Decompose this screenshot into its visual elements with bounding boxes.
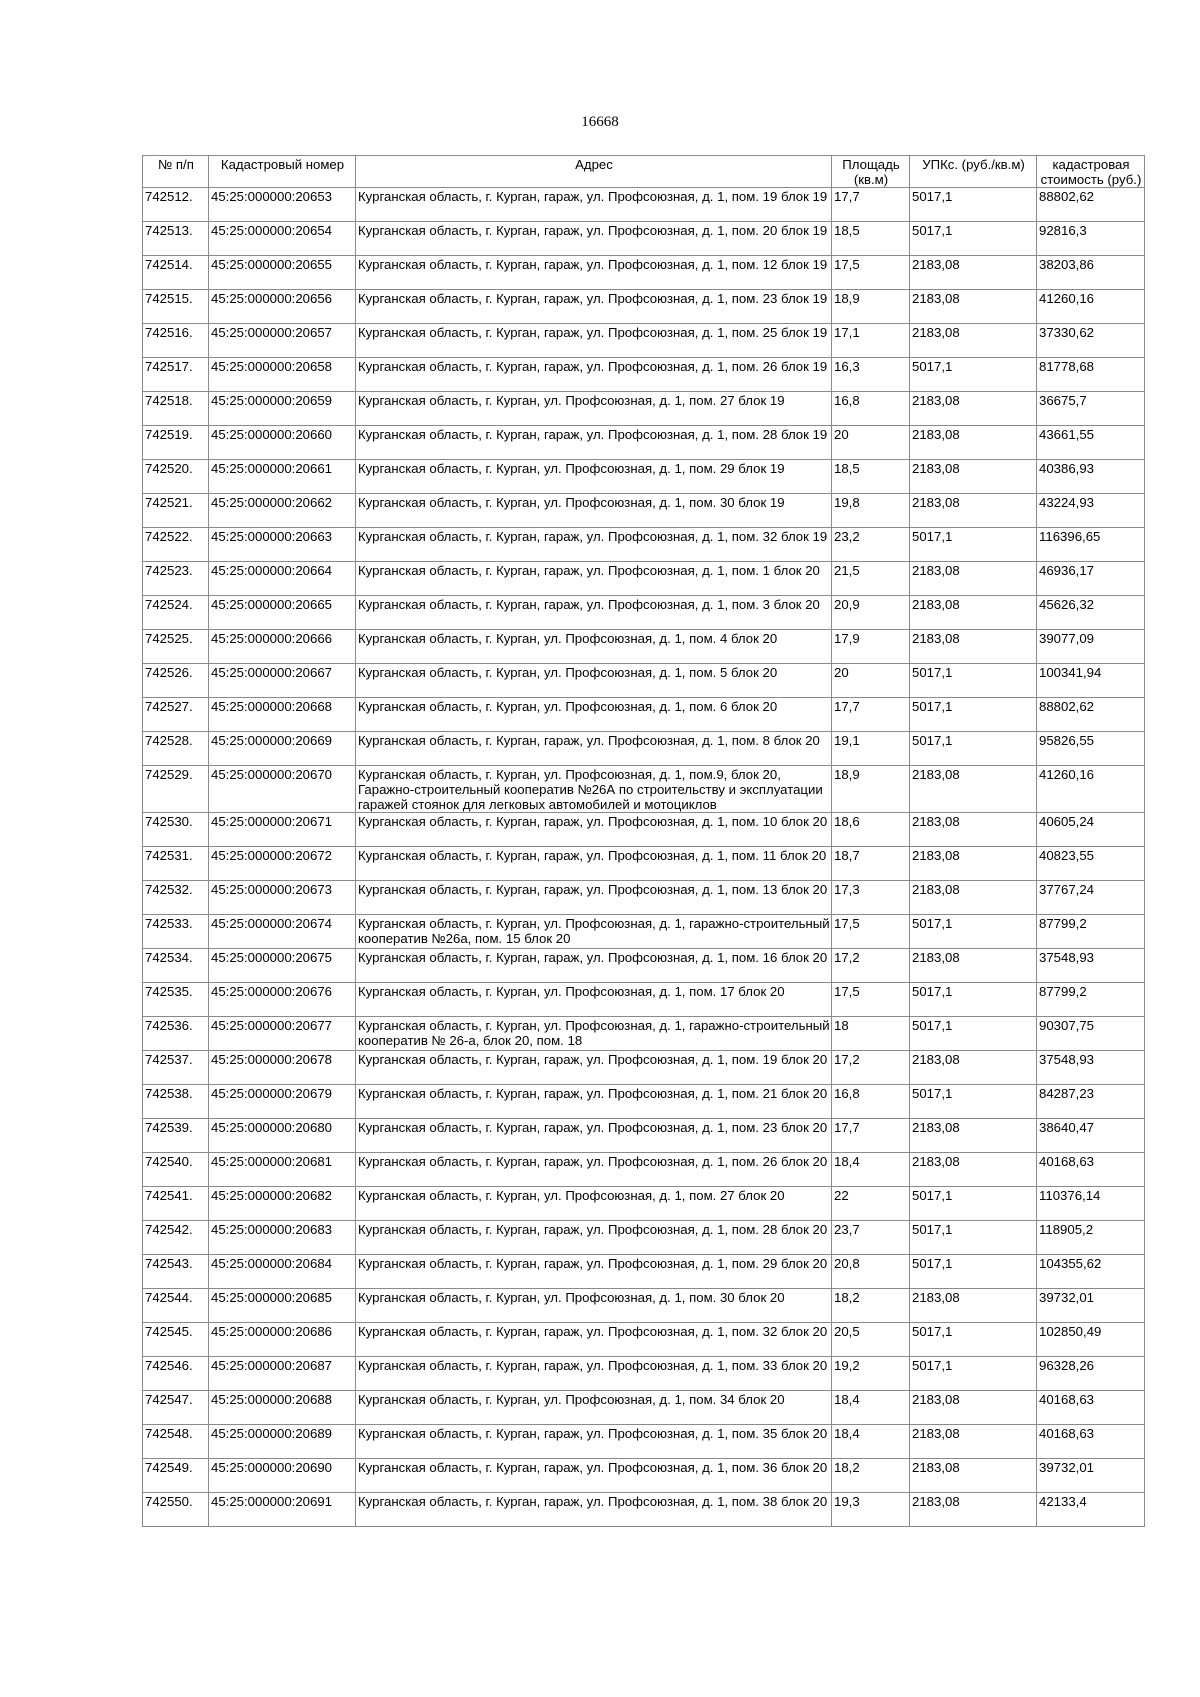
cadastral-number-cell: 45:25:000000:20676: [209, 983, 356, 1017]
row-number-cell: 742527.: [143, 698, 209, 732]
area-cell: 22: [832, 1187, 910, 1221]
upks-cell: 2183,08: [910, 1493, 1037, 1527]
cadastral-cost-cell: 100341,94: [1037, 664, 1145, 698]
cadastral-number-cell: 45:25:000000:20664: [209, 562, 356, 596]
row-number-cell: 742533.: [143, 915, 209, 949]
area-cell: 17,5: [832, 915, 910, 949]
area-cell: 17,7: [832, 1119, 910, 1153]
address-cell: Курганская область, г. Курган, ул. Профсоюзная, д. 1, пом. 34 блок 20: [356, 1391, 832, 1425]
cadastral-cost-cell: 40605,24: [1037, 813, 1145, 847]
cadastral-number-cell: 45:25:000000:20683: [209, 1221, 356, 1255]
address-cell: Курганская область, г. Курган, гараж, ул. Профсоюзная, д. 1, пом. 29 блок 20: [356, 1255, 832, 1289]
row-number-cell: 742539.: [143, 1119, 209, 1153]
table-row: [143, 1391, 1145, 1425]
address-cell: Курганская область, г. Курган, ул. Профсоюзная, д. 1, пом. 29 блок 19: [356, 460, 832, 494]
upks-cell: 5017,1: [910, 915, 1037, 949]
row-number-cell: 742528.: [143, 732, 209, 766]
area-cell: 19,2: [832, 1357, 910, 1391]
upks-cell: 2183,08: [910, 290, 1037, 324]
cadastral-cost-cell: 40168,63: [1037, 1425, 1145, 1459]
area-cell: 23,2: [832, 528, 910, 562]
table-row: [143, 426, 1145, 460]
upks-cell: 5017,1: [910, 1221, 1037, 1255]
area-cell: 19,8: [832, 494, 910, 528]
row-number-cell: 742546.: [143, 1357, 209, 1391]
row-number-cell: 742512.: [143, 188, 209, 222]
address-cell: Курганская область, г. Курган, гараж, ул. Профсоюзная, д. 1, пом. 1 блок 20: [356, 562, 832, 596]
upks-cell: 5017,1: [910, 732, 1037, 766]
area-cell: 17,9: [832, 630, 910, 664]
upks-cell: 2183,08: [910, 426, 1037, 460]
address-cell: Курганская область, г. Курган, гараж, ул. Профсоюзная, д. 1, пом. 28 блок 20: [356, 1221, 832, 1255]
upks-cell: 5017,1: [910, 1187, 1037, 1221]
upks-cell: 5017,1: [910, 983, 1037, 1017]
address-cell: Курганская область, г. Курган, гараж, ул. Профсоюзная, д. 1, пом. 28 блок 19: [356, 426, 832, 460]
area-cell: 20,5: [832, 1323, 910, 1357]
address-cell: Курганская область, г. Курган, ул. Профсоюзная, д. 1, пом. 27 блок 20: [356, 1187, 832, 1221]
cadastral-number-cell: 45:25:000000:20658: [209, 358, 356, 392]
upks-cell: 2183,08: [910, 324, 1037, 358]
cadastral-cost-cell: 37548,93: [1037, 1051, 1145, 1085]
cadastral-cost-cell: 104355,62: [1037, 1255, 1145, 1289]
row-number-cell: 742542.: [143, 1221, 209, 1255]
area-cell: 17,5: [832, 256, 910, 290]
upks-cell: 2183,08: [910, 1051, 1037, 1085]
area-cell: 17,7: [832, 698, 910, 732]
area-cell: 20,8: [832, 1255, 910, 1289]
row-number-cell: 742544.: [143, 1289, 209, 1323]
address-cell: Курганская область, г. Курган, гараж, ул. Профсоюзная, д. 1, пом. 12 блок 19: [356, 256, 832, 290]
area-cell: 18,2: [832, 1459, 910, 1493]
table-row: [143, 732, 1145, 766]
row-number-cell: 742529.: [143, 766, 209, 813]
address-cell: Курганская область, г. Курган, гараж, ул. Профсоюзная, д. 1, пом. 21 блок 20: [356, 1085, 832, 1119]
upks-cell: 5017,1: [910, 1357, 1037, 1391]
row-number-cell: 742548.: [143, 1425, 209, 1459]
cadastral-cost-cell: 40168,63: [1037, 1391, 1145, 1425]
cadastral-number-cell: 45:25:000000:20687: [209, 1357, 356, 1391]
address-cell: Курганская область, г. Курган, гараж, ул. Профсоюзная, д. 1, пом. 8 блок 20: [356, 732, 832, 766]
area-cell: 17,2: [832, 1051, 910, 1085]
cadastral-cost-cell: 42133,4: [1037, 1493, 1145, 1527]
table-row: [143, 1357, 1145, 1391]
row-number-cell: 742526.: [143, 664, 209, 698]
cadastral-number-cell: 45:25:000000:20660: [209, 426, 356, 460]
cadastral-cost-cell: 84287,23: [1037, 1085, 1145, 1119]
cadastral-number-cell: 45:25:000000:20682: [209, 1187, 356, 1221]
address-cell: Курганская область, г. Курган, ул. Профсоюзная, д. 1, пом. 30 блок 20: [356, 1289, 832, 1323]
cadastral-cost-cell: 81778,68: [1037, 358, 1145, 392]
table-row: [143, 1289, 1145, 1323]
cadastral-cost-cell: 37548,93: [1037, 949, 1145, 983]
cadastral-number-cell: 45:25:000000:20691: [209, 1493, 356, 1527]
cadastral-cost-cell: 43661,55: [1037, 426, 1145, 460]
cadastral-number-cell: 45:25:000000:20657: [209, 324, 356, 358]
row-number-cell: 742519.: [143, 426, 209, 460]
area-cell: 18,9: [832, 290, 910, 324]
cadastral-cost-cell: 116396,65: [1037, 528, 1145, 562]
cadastral-cost-cell: 41260,16: [1037, 290, 1145, 324]
cadastral-cost-cell: 87799,2: [1037, 983, 1145, 1017]
table-row: [143, 983, 1145, 1017]
upks-cell: 5017,1: [910, 222, 1037, 256]
table-row: [143, 1119, 1145, 1153]
cadastral-number-cell: 45:25:000000:20669: [209, 732, 356, 766]
address-cell: Курганская область, г. Курган, гараж, ул. Профсоюзная, д. 1, пом. 36 блок 20: [356, 1459, 832, 1493]
cadastral-number-cell: 45:25:000000:20677: [209, 1017, 356, 1051]
cadastral-cost-cell: 102850,49: [1037, 1323, 1145, 1357]
cadastral-number-cell: 45:25:000000:20678: [209, 1051, 356, 1085]
upks-cell: 5017,1: [910, 1323, 1037, 1357]
row-number-cell: 742522.: [143, 528, 209, 562]
cadastral-number-cell: 45:25:000000:20668: [209, 698, 356, 732]
cadastral-cost-cell: 87799,2: [1037, 915, 1145, 949]
cadastral-number-cell: 45:25:000000:20661: [209, 460, 356, 494]
address-cell: Курганская область, г. Курган, гараж, ул. Профсоюзная, д. 1, пом. 19 блок 20: [356, 1051, 832, 1085]
row-number-cell: 742541.: [143, 1187, 209, 1221]
upks-cell: 5017,1: [910, 188, 1037, 222]
area-cell: 18,2: [832, 1289, 910, 1323]
address-cell: Курганская область, г. Курган, гараж, ул. Профсоюзная, д. 1, пом. 23 блок 20: [356, 1119, 832, 1153]
area-cell: 20: [832, 664, 910, 698]
cadastral-number-cell: 45:25:000000:20681: [209, 1153, 356, 1187]
cadastral-cost-cell: 92816,3: [1037, 222, 1145, 256]
cadastral-cost-cell: 96328,26: [1037, 1357, 1145, 1391]
cadastral-number-cell: 45:25:000000:20674: [209, 915, 356, 949]
table-row: [143, 766, 1145, 813]
table-row: [143, 1323, 1145, 1357]
area-cell: 18,4: [832, 1153, 910, 1187]
table-row: [143, 1493, 1145, 1527]
row-number-cell: 742515.: [143, 290, 209, 324]
header-upks: УПКс. (руб./кв.м): [910, 156, 1037, 188]
table-row: [143, 1085, 1145, 1119]
area-cell: 21,5: [832, 562, 910, 596]
area-cell: 20: [832, 426, 910, 460]
area-cell: 18,6: [832, 813, 910, 847]
upks-cell: 2183,08: [910, 392, 1037, 426]
address-cell: Курганская область, г. Курган, гараж, ул. Профсоюзная, д. 1, пом. 26 блок 19: [356, 358, 832, 392]
cadastral-number-cell: 45:25:000000:20667: [209, 664, 356, 698]
row-number-cell: 742525.: [143, 630, 209, 664]
cadastral-number-cell: 45:25:000000:20653: [209, 188, 356, 222]
upks-cell: 2183,08: [910, 596, 1037, 630]
table-row: [143, 847, 1145, 881]
area-cell: 18,4: [832, 1391, 910, 1425]
row-number-cell: 742534.: [143, 949, 209, 983]
address-cell: Курганская область, г. Курган, ул. Профсоюзная, д. 1, гаражно-строительный кооператив №26а, пом. 15 блок 20: [356, 915, 832, 949]
cadastral-cost-cell: 43224,93: [1037, 494, 1145, 528]
row-number-cell: 742531.: [143, 847, 209, 881]
address-cell: Курганская область, г. Курган, гараж, ул. Профсоюзная, д. 1, пом. 35 блок 20: [356, 1425, 832, 1459]
address-cell: Курганская область, г. Курган, гараж, ул. Профсоюзная, д. 1, пом. 32 блок 20: [356, 1323, 832, 1357]
cadastral-number-cell: 45:25:000000:20688: [209, 1391, 356, 1425]
row-number-cell: 742523.: [143, 562, 209, 596]
row-number-cell: 742535.: [143, 983, 209, 1017]
area-cell: 18,4: [832, 1425, 910, 1459]
cadastral-number-cell: 45:25:000000:20690: [209, 1459, 356, 1493]
cadastral-number-cell: 45:25:000000:20689: [209, 1425, 356, 1459]
address-cell: Курганская область, г. Курган, гараж, ул. Профсоюзная, д. 1, пом. 3 блок 20: [356, 596, 832, 630]
upks-cell: 2183,08: [910, 1119, 1037, 1153]
cadastral-number-cell: 45:25:000000:20665: [209, 596, 356, 630]
header-cadastral: Кадастровый номер: [209, 156, 356, 188]
row-number-cell: 742537.: [143, 1051, 209, 1085]
header-address: Адрес: [356, 156, 832, 188]
cadastral-number-cell: 45:25:000000:20662: [209, 494, 356, 528]
header-row: [143, 156, 1145, 188]
area-cell: 17,1: [832, 324, 910, 358]
table-row: [143, 813, 1145, 847]
cadastral-number-cell: 45:25:000000:20670: [209, 766, 356, 813]
row-number-cell: 742550.: [143, 1493, 209, 1527]
area-cell: 16,3: [832, 358, 910, 392]
cadastral-cost-cell: 37767,24: [1037, 881, 1145, 915]
upks-cell: 2183,08: [910, 460, 1037, 494]
area-cell: 23,7: [832, 1221, 910, 1255]
address-cell: Курганская область, г. Курган, ул. Профсоюзная, д. 1, пом.9, блок 20, Гаражно-строительный кооператив №26А по строительству и эксплуатации гаражей стоянок для легковых автомобилей и мотоциклов: [356, 766, 832, 813]
table-row: [143, 256, 1145, 290]
row-number-cell: 742516.: [143, 324, 209, 358]
table-row: [143, 1051, 1145, 1085]
table-body: [143, 188, 1145, 1527]
address-cell: Курганская область, г. Курган, ул. Профсоюзная, д. 1, пом. 4 блок 20: [356, 630, 832, 664]
row-number-cell: 742520.: [143, 460, 209, 494]
table-row: [143, 1425, 1145, 1459]
address-cell: Курганская область, г. Курган, гараж, ул. Профсоюзная, д. 1, пом. 19 блок 19: [356, 188, 832, 222]
table-row: [143, 949, 1145, 983]
header-num: № п/п: [143, 156, 209, 188]
area-cell: 18,5: [832, 460, 910, 494]
upks-cell: 2183,08: [910, 1459, 1037, 1493]
cadastral-cost-cell: 40168,63: [1037, 1153, 1145, 1187]
table-row: [143, 1017, 1145, 1051]
upks-cell: 2183,08: [910, 1425, 1037, 1459]
address-cell: Курганская область, г. Курган, гараж, ул. Профсоюзная, д. 1, пом. 23 блок 19: [356, 290, 832, 324]
address-cell: Курганская область, г. Курган, ул. Профсоюзная, д. 1, пом. 17 блок 20: [356, 983, 832, 1017]
area-cell: 18: [832, 1017, 910, 1051]
cadastral-cost-cell: 46936,17: [1037, 562, 1145, 596]
row-number-cell: 742549.: [143, 1459, 209, 1493]
cadastral-cost-cell: 40386,93: [1037, 460, 1145, 494]
address-cell: Курганская область, г. Курган, гараж, ул. Профсоюзная, д. 1, пом. 32 блок 19: [356, 528, 832, 562]
row-number-cell: 742545.: [143, 1323, 209, 1357]
address-cell: Курганская область, г. Курган, гараж, ул. Профсоюзная, д. 1, пом. 16 блок 20: [356, 949, 832, 983]
row-number-cell: 742540.: [143, 1153, 209, 1187]
table-row: [143, 222, 1145, 256]
table-row: [143, 290, 1145, 324]
cadastral-table: [142, 155, 1145, 1527]
cadastral-number-cell: 45:25:000000:20675: [209, 949, 356, 983]
upks-cell: 2183,08: [910, 256, 1037, 290]
cadastral-cost-cell: 90307,75: [1037, 1017, 1145, 1051]
address-cell: Курганская область, г. Курган, ул. Профсоюзная, д. 1, гаражно-строительный кооператив № 26-а, блок 20, пом. 18: [356, 1017, 832, 1051]
table-row: [143, 630, 1145, 664]
table-row: [143, 1221, 1145, 1255]
upks-cell: 5017,1: [910, 664, 1037, 698]
address-cell: Курганская область, г. Курган, гараж, ул. Профсоюзная, д. 1, пом. 11 блок 20: [356, 847, 832, 881]
cadastral-cost-cell: 88802,62: [1037, 188, 1145, 222]
address-cell: Курганская область, г. Курган, гараж, ул. Профсоюзная, д. 1, пом. 13 блок 20: [356, 881, 832, 915]
cadastral-cost-cell: 110376,14: [1037, 1187, 1145, 1221]
table-row: [143, 915, 1145, 949]
cadastral-cost-cell: 37330,62: [1037, 324, 1145, 358]
table-row: [143, 1459, 1145, 1493]
upks-cell: 5017,1: [910, 1255, 1037, 1289]
cadastral-number-cell: 45:25:000000:20655: [209, 256, 356, 290]
upks-cell: 2183,08: [910, 630, 1037, 664]
table-row: [143, 494, 1145, 528]
row-number-cell: 742536.: [143, 1017, 209, 1051]
address-cell: Курганская область, г. Курган, ул. Профсоюзная, д. 1, пом. 27 блок 19: [356, 392, 832, 426]
area-cell: 20,9: [832, 596, 910, 630]
cadastral-number-cell: 45:25:000000:20686: [209, 1323, 356, 1357]
address-cell: Курганская область, г. Курган, гараж, ул. Профсоюзная, д. 1, пом. 20 блок 19: [356, 222, 832, 256]
upks-cell: 2183,08: [910, 813, 1037, 847]
row-number-cell: 742530.: [143, 813, 209, 847]
upks-cell: 2183,08: [910, 1391, 1037, 1425]
table-row: [143, 188, 1145, 222]
cadastral-number-cell: 45:25:000000:20684: [209, 1255, 356, 1289]
table-row: [143, 881, 1145, 915]
header-cost: кадастровая стоимость (руб.): [1037, 156, 1145, 188]
cadastral-number-cell: 45:25:000000:20659: [209, 392, 356, 426]
cadastral-cost-cell: 36675,7: [1037, 392, 1145, 426]
cadastral-number-cell: 45:25:000000:20654: [209, 222, 356, 256]
area-cell: 19,3: [832, 1493, 910, 1527]
cadastral-number-cell: 45:25:000000:20680: [209, 1119, 356, 1153]
upks-cell: 2183,08: [910, 881, 1037, 915]
address-cell: Курганская область, г. Курган, гараж, ул. Профсоюзная, д. 1, пом. 33 блок 20: [356, 1357, 832, 1391]
cadastral-number-cell: 45:25:000000:20672: [209, 847, 356, 881]
table-row: [143, 358, 1145, 392]
upks-cell: 5017,1: [910, 1085, 1037, 1119]
area-cell: 17,5: [832, 983, 910, 1017]
table-row: [143, 1187, 1145, 1221]
row-number-cell: 742538.: [143, 1085, 209, 1119]
row-number-cell: 742543.: [143, 1255, 209, 1289]
area-cell: 16,8: [832, 1085, 910, 1119]
table-row: [143, 1153, 1145, 1187]
upks-cell: 2183,08: [910, 766, 1037, 813]
upks-cell: 2183,08: [910, 1153, 1037, 1187]
cadastral-cost-cell: 41260,16: [1037, 766, 1145, 813]
page-number: 16668: [581, 114, 619, 130]
table-header: [143, 156, 1145, 188]
cadastral-cost-cell: 118905,2: [1037, 1221, 1145, 1255]
cadastral-number-cell: 45:25:000000:20673: [209, 881, 356, 915]
cadastral-number-cell: 45:25:000000:20671: [209, 813, 356, 847]
address-cell: Курганская область, г. Курган, гараж, ул. Профсоюзная, д. 1, пом. 25 блок 19: [356, 324, 832, 358]
row-number-cell: 742524.: [143, 596, 209, 630]
table-row: [143, 596, 1145, 630]
upks-cell: 5017,1: [910, 528, 1037, 562]
row-number-cell: 742517.: [143, 358, 209, 392]
upks-cell: 5017,1: [910, 698, 1037, 732]
row-number-cell: 742532.: [143, 881, 209, 915]
area-cell: 17,7: [832, 188, 910, 222]
upks-cell: 2183,08: [910, 494, 1037, 528]
cadastral-number-cell: 45:25:000000:20666: [209, 630, 356, 664]
table-row: [143, 528, 1145, 562]
table-row: [143, 698, 1145, 732]
table-row: [143, 324, 1145, 358]
cadastral-cost-cell: 45626,32: [1037, 596, 1145, 630]
cadastral-cost-cell: 40823,55: [1037, 847, 1145, 881]
cadastral-number-cell: 45:25:000000:20656: [209, 290, 356, 324]
table-row: [143, 1255, 1145, 1289]
row-number-cell: 742521.: [143, 494, 209, 528]
cadastral-cost-cell: 88802,62: [1037, 698, 1145, 732]
table-row: [143, 460, 1145, 494]
upks-cell: 2183,08: [910, 949, 1037, 983]
address-cell: Курганская область, г. Курган, ул. Профсоюзная, д. 1, пом. 6 блок 20: [356, 698, 832, 732]
address-cell: Курганская область, г. Курган, гараж, ул. Профсоюзная, д. 1, пом. 26 блок 20: [356, 1153, 832, 1187]
address-cell: Курганская область, г. Курган, ул. Профсоюзная, д. 1, пом. 5 блок 20: [356, 664, 832, 698]
cadastral-cost-cell: 39732,01: [1037, 1459, 1145, 1493]
area-cell: 18,7: [832, 847, 910, 881]
address-cell: Курганская область, г. Курган, гараж, ул. Профсоюзная, д. 1, пом. 10 блок 20: [356, 813, 832, 847]
area-cell: 18,9: [832, 766, 910, 813]
address-cell: Курганская область, г. Курган, ул. Профсоюзная, д. 1, пом. 30 блок 19: [356, 494, 832, 528]
upks-cell: 2183,08: [910, 562, 1037, 596]
cadastral-cost-cell: 95826,55: [1037, 732, 1145, 766]
row-number-cell: 742518.: [143, 392, 209, 426]
cadastral-cost-cell: 39732,01: [1037, 1289, 1145, 1323]
row-number-cell: 742514.: [143, 256, 209, 290]
upks-cell: 2183,08: [910, 847, 1037, 881]
area-cell: 17,3: [832, 881, 910, 915]
cadastral-cost-cell: 38203,86: [1037, 256, 1145, 290]
cadastral-number-cell: 45:25:000000:20685: [209, 1289, 356, 1323]
header-area: Площадь (кв.м): [832, 156, 910, 188]
upks-cell: 2183,08: [910, 1289, 1037, 1323]
row-number-cell: 742547.: [143, 1391, 209, 1425]
table-row: [143, 392, 1145, 426]
cadastral-cost-cell: 39077,09: [1037, 630, 1145, 664]
area-cell: 18,5: [832, 222, 910, 256]
cadastral-cost-cell: 38640,47: [1037, 1119, 1145, 1153]
area-cell: 16,8: [832, 392, 910, 426]
table-row: [143, 562, 1145, 596]
table-row: [143, 664, 1145, 698]
upks-cell: 5017,1: [910, 358, 1037, 392]
area-cell: 17,2: [832, 949, 910, 983]
cadastral-number-cell: 45:25:000000:20679: [209, 1085, 356, 1119]
area-cell: 19,1: [832, 732, 910, 766]
row-number-cell: 742513.: [143, 222, 209, 256]
address-cell: Курганская область, г. Курган, гараж, ул. Профсоюзная, д. 1, пом. 38 блок 20: [356, 1493, 832, 1527]
upks-cell: 5017,1: [910, 1017, 1037, 1051]
cadastral-number-cell: 45:25:000000:20663: [209, 528, 356, 562]
